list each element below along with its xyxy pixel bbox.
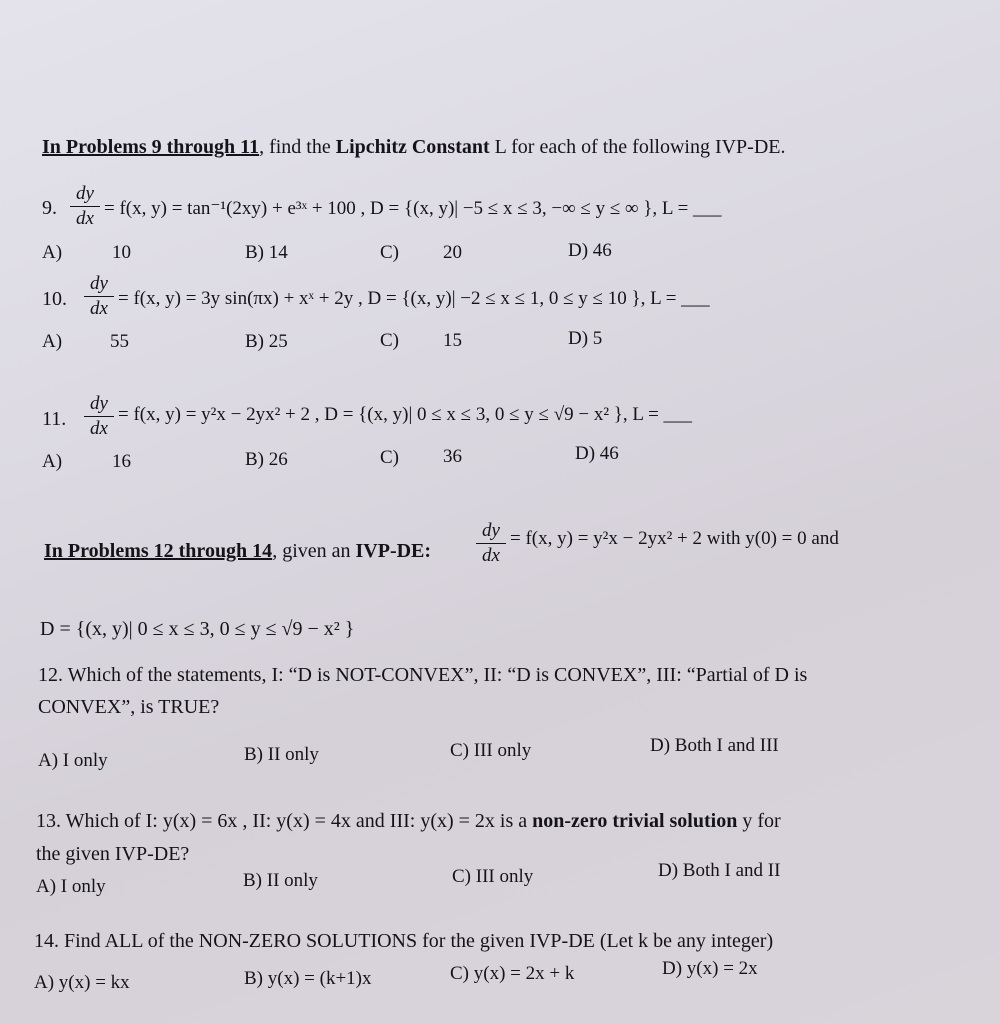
problem-9-derivative bbox=[70, 183, 100, 230]
intro-9-11-tail: L for each of the following IVP-DE. bbox=[489, 136, 786, 158]
dy-label: dy bbox=[84, 393, 114, 417]
dx-label: dx bbox=[482, 545, 500, 566]
problem-10-derivative bbox=[84, 273, 114, 320]
q12-option-c: C) III only bbox=[450, 740, 532, 761]
problem-9-number: 9. bbox=[42, 197, 57, 219]
q12-line1: 12. Which of the statements, I: “D is NOT-CONVEX”, II: “D is CONVEX”, III: “Partial of D is bbox=[38, 664, 808, 686]
intro-12-14-lead: In Problems 12 through 14 bbox=[44, 540, 273, 562]
intro-9-11-bold: Lipchitz Constant bbox=[335, 136, 490, 158]
q12-line2: CONVEX”, is TRUE? bbox=[38, 696, 220, 718]
q12-option-a: A) I only bbox=[38, 750, 108, 771]
problem-10-option-b: B) 25 bbox=[245, 331, 288, 352]
problem-11-equation: = f(x, y) = y²x − 2yx² + 2 , D = {(x, y)| 0 ≤ x ≤ 3, 0 ≤ y ≤ √9 − x² }, L = ___ bbox=[118, 404, 693, 425]
q13-option-c: C) III only bbox=[452, 866, 534, 887]
q12-option-d: D) Both I and III bbox=[650, 735, 779, 756]
q13-line1 bbox=[36, 810, 781, 833]
problem-11-number: 11. bbox=[42, 408, 67, 430]
intro-12-14-equation: = f(x, y) = y²x − 2yx² + 2 with y(0) = 0 and bbox=[510, 528, 839, 549]
problem-11-option-c: C) bbox=[380, 447, 399, 468]
q12-option-b: B) II only bbox=[244, 744, 319, 765]
dx-label: dx bbox=[90, 298, 108, 319]
q14-option-c: C) y(x) = 2x + k bbox=[450, 963, 575, 984]
problem-11-option-a: A) bbox=[42, 451, 63, 472]
problem-10-option-c: C) bbox=[380, 330, 399, 351]
intro-12-14-bold: IVP-DE: bbox=[355, 540, 432, 562]
dx-label: dx bbox=[76, 208, 94, 229]
problem-11-option-c-value: 36 bbox=[443, 446, 462, 467]
intro-9-11 bbox=[42, 136, 786, 159]
q14-line1: 14. Find ALL of the NON-ZERO SOLUTIONS for the given IVP-DE (Let k be any integer) bbox=[34, 930, 774, 952]
dy-label: dy bbox=[476, 520, 506, 544]
problem-11-option-a-value: 16 bbox=[112, 451, 131, 472]
problem-9-option-a: A) bbox=[42, 242, 63, 263]
problem-10-number: 10. bbox=[42, 288, 67, 310]
q13-option-a: A) I only bbox=[36, 876, 106, 897]
problem-9-option-c: C) bbox=[380, 242, 399, 263]
problem-9-option-b: B) 14 bbox=[245, 242, 288, 263]
problem-10-option-d: D) 5 bbox=[568, 328, 603, 349]
problem-10-option-a: A) bbox=[42, 331, 63, 352]
domain-line: D = {(x, y)| 0 ≤ x ≤ 3, 0 ≤ y ≤ √9 − x² } bbox=[40, 618, 355, 640]
problem-11-option-b: B) 26 bbox=[245, 449, 288, 470]
problem-11-option-d: D) 46 bbox=[575, 443, 619, 464]
dy-label: dy bbox=[84, 273, 114, 297]
q13-option-b: B) II only bbox=[243, 870, 318, 891]
q14-option-a: A) y(x) = kx bbox=[34, 972, 130, 993]
problem-10-option-a-value: 55 bbox=[110, 331, 129, 352]
q13-line2: the given IVP-DE? bbox=[36, 843, 190, 865]
q13-tail: y for bbox=[737, 810, 781, 832]
problem-9-option-a-value: 10 bbox=[112, 242, 131, 263]
dy-label: dy bbox=[70, 183, 100, 207]
dx-label: dx bbox=[90, 418, 108, 439]
problem-10-equation: = f(x, y) = 3y sin(πx) + xˣ + 2y , D = {(x, y)| −2 ≤ x ≤ 1, 0 ≤ y ≤ 10 }, L = ___ bbox=[118, 288, 710, 309]
problem-11-derivative bbox=[84, 393, 114, 440]
intro-9-11-text: , find the bbox=[259, 136, 336, 158]
intro-9-11-lead: In Problems 9 through 11 bbox=[42, 136, 260, 158]
q13-text: 13. Which of I: y(x) = 6x , II: y(x) = 4x and III: y(x) = 2x is a bbox=[36, 810, 533, 832]
q13-option-d: D) Both I and II bbox=[658, 860, 781, 881]
intro-12-14 bbox=[44, 540, 431, 563]
problem-9-option-c-value: 20 bbox=[443, 242, 462, 263]
problem-9-option-d: D) 46 bbox=[568, 240, 612, 261]
q14-option-d: D) y(x) = 2x bbox=[662, 958, 758, 979]
q14-option-b: B) y(x) = (k+1)x bbox=[244, 968, 372, 989]
problem-9-equation: = f(x, y) = tan⁻¹(2xy) + e³ˣ + 100 , D = {(x, y)| −5 ≤ x ≤ 3, −∞ ≤ y ≤ ∞ }, L = ___ bbox=[104, 198, 722, 219]
problem-10-option-c-value: 15 bbox=[443, 330, 462, 351]
intro-12-14-derivative bbox=[476, 520, 506, 567]
intro-12-14-text: , given an bbox=[272, 540, 356, 562]
q13-bold: non-zero trivial solution bbox=[532, 810, 738, 832]
